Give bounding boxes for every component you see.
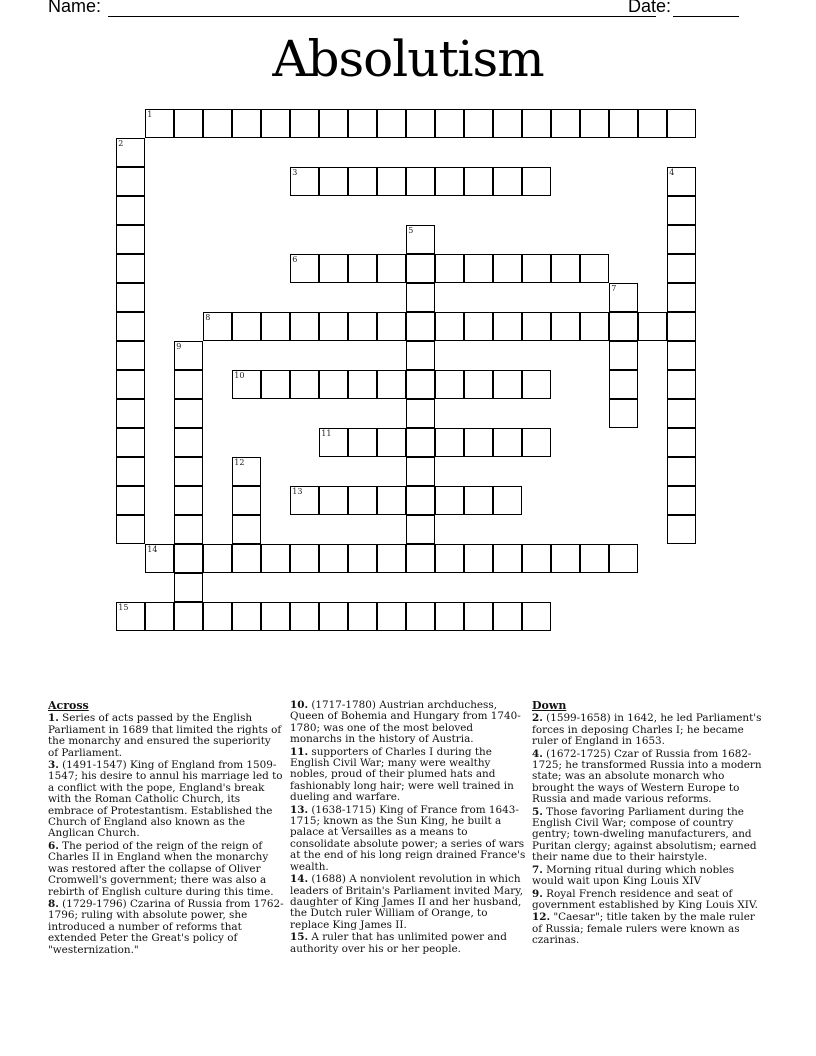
grid-cell[interactable] <box>406 341 435 370</box>
grid-cell[interactable] <box>493 544 522 573</box>
grid-cell[interactable] <box>348 428 377 457</box>
grid-cell[interactable] <box>232 312 261 341</box>
grid-cell[interactable] <box>174 486 203 515</box>
grid-cell[interactable] <box>435 312 464 341</box>
grid-cell[interactable] <box>667 196 696 225</box>
grid-cell[interactable] <box>174 544 203 573</box>
grid-cell[interactable] <box>348 312 377 341</box>
clue-number: 3 <box>292 168 298 178</box>
grid-cell[interactable] <box>435 370 464 399</box>
grid-cell[interactable] <box>203 544 232 573</box>
grid-cell[interactable] <box>290 312 319 341</box>
grid-cell[interactable] <box>609 109 638 138</box>
grid-cell[interactable] <box>551 312 580 341</box>
clue-number: 1 <box>147 110 153 120</box>
clue-number: 7. <box>532 863 543 876</box>
grid-cell[interactable] <box>464 167 493 196</box>
clue-number: 5 <box>408 226 414 236</box>
grid-cell[interactable] <box>145 602 174 631</box>
across-clue <box>290 747 526 804</box>
grid-cell[interactable] <box>435 254 464 283</box>
grid-cell[interactable] <box>493 167 522 196</box>
grid-cell[interactable] <box>609 370 638 399</box>
down-clue <box>532 912 768 946</box>
grid-cell[interactable] <box>348 109 377 138</box>
grid-cell[interactable] <box>116 196 145 225</box>
grid-cell[interactable] <box>406 428 435 457</box>
clue-number: 10 <box>234 371 245 381</box>
grid-cell[interactable] <box>406 515 435 544</box>
clue-number: 15 <box>118 603 129 613</box>
grid-cell[interactable] <box>667 457 696 486</box>
clue-number: 9 <box>176 342 182 352</box>
clue-text: (1688) A nonviolent revolution in which leaders of Britain's Parliament invited Mary, daughter of King James II and her husband, the Dutch ruler William of Orange, to replace King James II. <box>290 873 524 931</box>
grid-cell[interactable] <box>551 109 580 138</box>
grid-cell[interactable] <box>174 370 203 399</box>
grid-cell[interactable] <box>290 109 319 138</box>
grid-cell[interactable] <box>116 602 145 631</box>
grid-cell[interactable] <box>290 544 319 573</box>
clue-text: Series of acts passed by the English Parliament in 1689 that limited the rights of the monarchy and ensured the superiority of Parliament. <box>48 712 282 759</box>
grid-cell[interactable] <box>406 544 435 573</box>
grid-cell[interactable] <box>667 486 696 515</box>
grid-cell[interactable] <box>522 602 551 631</box>
grid-cell[interactable] <box>667 370 696 399</box>
grid-cell[interactable] <box>667 312 696 341</box>
grid-cell[interactable] <box>406 254 435 283</box>
grid-cell[interactable] <box>261 602 290 631</box>
clue-text: (1638-1715) King of France from 1643-1715; known as the Sun King, he built a palace at Versailles as a means to consolidate absolute power; a series of wars at the end of his long reign drained France's wealth. <box>290 803 526 873</box>
clue-number: 4 <box>669 168 675 178</box>
grid-cell[interactable] <box>406 457 435 486</box>
clue-number: 2 <box>118 139 124 149</box>
grid-cell[interactable] <box>493 370 522 399</box>
grid-cell[interactable] <box>319 428 348 457</box>
grid-cell[interactable] <box>174 515 203 544</box>
page-title: Absolutism <box>272 30 544 88</box>
clue-number: 5. <box>532 805 543 818</box>
clue-text: (1717-1780) Austrian archduchess, Queen of Bohemia and Hungary from 1740-1780; was one of the most beloved monarchs in the history of Austria. <box>290 699 521 746</box>
clue-text: "Caesar"; title taken by the male ruler of Russia; female rulers were known as czarinas. <box>532 911 755 947</box>
grid-cell[interactable] <box>609 283 638 312</box>
across-clue <box>290 700 526 746</box>
grid-cell[interactable] <box>464 428 493 457</box>
grid-cell[interactable] <box>319 109 348 138</box>
grid-cell[interactable] <box>406 602 435 631</box>
grid-cell[interactable] <box>638 312 667 341</box>
date-field[interactable] <box>673 16 739 17</box>
clue-number: 15. <box>290 931 309 944</box>
across-clue <box>290 805 526 873</box>
clue-text: (1672-1725) Czar of Russia from 1682-1725; he transformed Russia into a modern state; was an absolute monarch who brought the ways of Western Europe to Russia and made various reforms. <box>532 747 762 806</box>
grid-cell[interactable] <box>667 283 696 312</box>
clue-number: 1. <box>48 712 59 725</box>
grid-cell[interactable] <box>667 428 696 457</box>
across-clue <box>290 932 526 955</box>
grid-cell[interactable] <box>667 167 696 196</box>
grid-cell[interactable] <box>377 109 406 138</box>
grid-cell[interactable] <box>406 225 435 254</box>
grid-cell[interactable] <box>261 370 290 399</box>
clues-column-3 <box>532 700 768 948</box>
grid-cell[interactable] <box>261 109 290 138</box>
grid-cell[interactable] <box>435 428 464 457</box>
grid-cell[interactable] <box>348 544 377 573</box>
grid-cell[interactable] <box>609 341 638 370</box>
grid-cell[interactable] <box>435 544 464 573</box>
grid-cell[interactable] <box>464 312 493 341</box>
clue-number: 14. <box>290 873 309 886</box>
grid-cell[interactable] <box>522 167 551 196</box>
grid-cell[interactable] <box>493 312 522 341</box>
grid-cell[interactable] <box>667 515 696 544</box>
down-clue <box>532 889 768 912</box>
clue-number: 13 <box>292 487 303 497</box>
clue-text: (1491-1547) King of England from 1509-1547; his desire to annul his marriage led to a conflict with the pope, England's break with the Roman Catholic Church, its embrace of Protestantism. Established the Church of England also known as the Anglican Church. <box>48 759 283 840</box>
grid-cell[interactable] <box>667 254 696 283</box>
grid-cell[interactable] <box>348 370 377 399</box>
clue-number: 7 <box>611 284 617 294</box>
grid-cell[interactable] <box>493 602 522 631</box>
grid-cell[interactable] <box>319 254 348 283</box>
grid-cell[interactable] <box>609 399 638 428</box>
grid-cell[interactable] <box>377 544 406 573</box>
grid-cell[interactable] <box>464 602 493 631</box>
clue-text: The period of the reign of the reign of Charles II in England when the monarchy was restored after the collapse of Oliver Cromwell's government; there was also a rebirth of English culture during this time. <box>48 839 274 898</box>
grid-cell[interactable] <box>406 312 435 341</box>
grid-cell[interactable] <box>580 544 609 573</box>
grid-cell[interactable] <box>377 602 406 631</box>
grid-cell[interactable] <box>464 109 493 138</box>
grid-cell[interactable] <box>667 225 696 254</box>
grid-cell[interactable] <box>522 109 551 138</box>
grid-cell[interactable] <box>493 109 522 138</box>
grid-cell[interactable] <box>174 109 203 138</box>
grid-cell[interactable] <box>290 254 319 283</box>
grid-cell[interactable] <box>174 428 203 457</box>
grid-cell[interactable] <box>232 370 261 399</box>
grid-cell[interactable] <box>116 428 145 457</box>
grid-cell[interactable] <box>435 109 464 138</box>
grid-cell[interactable] <box>522 370 551 399</box>
grid-cell[interactable] <box>174 573 203 602</box>
grid-cell[interactable] <box>116 167 145 196</box>
clue-number: 10. <box>290 699 309 711</box>
grid-cell[interactable] <box>580 254 609 283</box>
grid-cell[interactable] <box>348 602 377 631</box>
grid-cell[interactable] <box>290 370 319 399</box>
grid-cell[interactable] <box>493 486 522 515</box>
grid-cell[interactable] <box>174 341 203 370</box>
grid-cell[interactable] <box>232 515 261 544</box>
grid-cell[interactable] <box>290 602 319 631</box>
clue-number: 14 <box>147 545 158 555</box>
clue-number: 9. <box>532 887 543 900</box>
clue-text: supporters of Charles I during the English Civil War; many were wealthy nobles, proud of their plumed hats and fashionably long hair; were well trained in dueling and warfare. <box>290 745 514 804</box>
clue-number: 8. <box>48 897 59 910</box>
clue-number: 6. <box>48 839 59 852</box>
down-clue <box>532 807 768 864</box>
grid-cell[interactable] <box>203 602 232 631</box>
grid-cell[interactable] <box>464 254 493 283</box>
grid-cell[interactable] <box>667 109 696 138</box>
grid-cell[interactable] <box>116 486 145 515</box>
grid-cell[interactable] <box>377 428 406 457</box>
grid-cell[interactable] <box>174 457 203 486</box>
grid-cell[interactable] <box>319 486 348 515</box>
grid-cell[interactable] <box>406 486 435 515</box>
clue-text: Morning ritual during which nobles would wait upon King Louis XIV <box>532 863 735 888</box>
grid-cell[interactable] <box>319 370 348 399</box>
grid-cell[interactable] <box>116 312 145 341</box>
grid-cell[interactable] <box>232 544 261 573</box>
down-clue <box>532 713 768 747</box>
grid-cell[interactable] <box>261 312 290 341</box>
clue-number: 11 <box>321 429 332 439</box>
crossword-grid <box>117 110 717 640</box>
grid-cell[interactable] <box>667 399 696 428</box>
grid-cell[interactable] <box>522 312 551 341</box>
across-heading: Across <box>48 699 89 712</box>
down-clue <box>532 749 768 806</box>
grid-cell[interactable] <box>174 399 203 428</box>
date-label: Date: <box>628 0 672 16</box>
clue-number: 2. <box>532 712 543 725</box>
clue-text: (1729-1796) Czarina of Russia from 1762-1796; ruling with absolute power, she introduced a number of reforms that extended Peter the Great's policy of "westernization." <box>48 897 284 956</box>
grid-cell[interactable] <box>609 544 638 573</box>
clue-text: Royal French residence and seat of government established by King Louis XIV. <box>532 887 758 911</box>
grid-cell[interactable] <box>580 312 609 341</box>
clue-number: 12 <box>234 458 245 468</box>
across-clue <box>48 899 284 956</box>
grid-cell[interactable] <box>435 167 464 196</box>
grid-cell[interactable] <box>145 544 174 573</box>
grid-cell[interactable] <box>638 109 667 138</box>
across-clue <box>48 841 284 898</box>
grid-cell[interactable] <box>406 370 435 399</box>
grid-cell[interactable] <box>319 602 348 631</box>
down-clue <box>532 865 768 888</box>
grid-cell[interactable] <box>348 486 377 515</box>
grid-cell[interactable] <box>116 370 145 399</box>
grid-cell[interactable] <box>116 283 145 312</box>
grid-cell[interactable] <box>464 544 493 573</box>
grid-cell[interactable] <box>522 428 551 457</box>
grid-cell[interactable] <box>580 109 609 138</box>
grid-cell[interactable] <box>406 399 435 428</box>
grid-cell[interactable] <box>464 486 493 515</box>
grid-cell[interactable] <box>232 486 261 515</box>
grid-cell[interactable] <box>116 341 145 370</box>
grid-cell[interactable] <box>406 283 435 312</box>
grid-cell[interactable] <box>116 225 145 254</box>
name-field[interactable] <box>108 16 656 17</box>
clues-column-2 <box>290 700 526 956</box>
grid-cell[interactable] <box>232 602 261 631</box>
grid-cell[interactable] <box>551 544 580 573</box>
across-clue <box>48 713 284 759</box>
grid-cell[interactable] <box>377 167 406 196</box>
grid-cell[interactable] <box>522 254 551 283</box>
grid-cell[interactable] <box>116 138 145 167</box>
clue-number: 3. <box>48 759 59 772</box>
clue-number: 11. <box>290 745 309 758</box>
grid-cell[interactable] <box>377 254 406 283</box>
grid-cell[interactable] <box>435 602 464 631</box>
grid-cell[interactable] <box>464 370 493 399</box>
clue-number: 4. <box>532 747 543 760</box>
name-label: Name: <box>48 0 102 16</box>
grid-cell[interactable] <box>116 254 145 283</box>
clue-text: Those favoring Parliament during the English Civil War; compose of country gentry; town-dweling manufacturers, and Puritan clergy; against absolutism; earned their name due to their hairstyle. <box>532 805 757 864</box>
down-heading: Down <box>532 699 567 712</box>
grid-cell[interactable] <box>145 109 174 138</box>
grid-cell[interactable] <box>116 457 145 486</box>
clue-number: 8 <box>205 313 211 323</box>
grid-cell[interactable] <box>406 109 435 138</box>
grid-cell[interactable] <box>203 109 232 138</box>
grid-cell[interactable] <box>261 544 290 573</box>
across-clue <box>48 760 284 840</box>
grid-cell[interactable] <box>377 486 406 515</box>
grid-cell[interactable] <box>290 486 319 515</box>
grid-cell[interactable] <box>551 254 580 283</box>
grid-cell[interactable] <box>348 167 377 196</box>
grid-cell[interactable] <box>435 486 464 515</box>
grid-cell[interactable] <box>203 312 232 341</box>
across-clue <box>290 874 526 931</box>
grid-cell[interactable] <box>174 602 203 631</box>
clue-text: A ruler that has unlimited power and authority over his or her people. <box>290 931 507 955</box>
grid-cell[interactable] <box>232 109 261 138</box>
grid-cell[interactable] <box>493 254 522 283</box>
clue-number: 13. <box>290 803 309 816</box>
grid-cell[interactable] <box>319 167 348 196</box>
clues-column-1 <box>48 700 284 957</box>
grid-cell[interactable] <box>377 370 406 399</box>
grid-cell[interactable] <box>116 515 145 544</box>
grid-cell[interactable] <box>522 544 551 573</box>
grid-cell[interactable] <box>377 312 406 341</box>
grid-cell[interactable] <box>232 457 261 486</box>
clue-text: (1599-1658) in 1642, he led Parliament's forces in deposing Charles I; he became ruler of England in 1653. <box>532 712 762 748</box>
grid-cell[interactable] <box>290 167 319 196</box>
grid-cell[interactable] <box>348 254 377 283</box>
grid-cell[interactable] <box>609 312 638 341</box>
grid-cell[interactable] <box>667 341 696 370</box>
grid-cell[interactable] <box>406 167 435 196</box>
clue-number: 6 <box>292 255 298 265</box>
grid-cell[interactable] <box>116 399 145 428</box>
clue-number: 12. <box>532 911 551 924</box>
grid-cell[interactable] <box>319 312 348 341</box>
grid-cell[interactable] <box>493 428 522 457</box>
grid-cell[interactable] <box>319 544 348 573</box>
